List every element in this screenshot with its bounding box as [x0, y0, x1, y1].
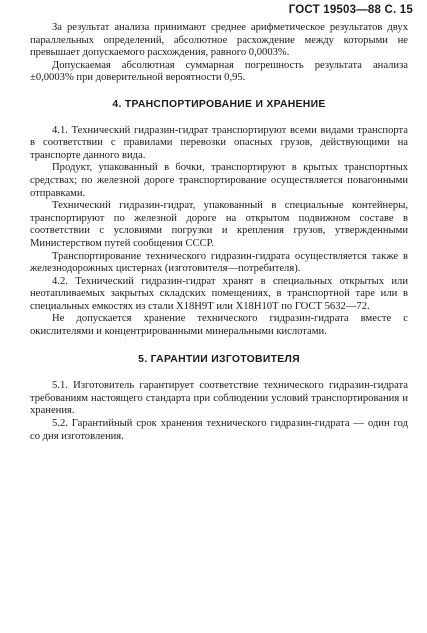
intro-paragraph-2: Допускаемая абсолютная суммарная погрешность результата анализа ±0,0003% при доверительной вероятности 0,95. — [30, 59, 408, 84]
section-4-heading: 4. ТРАНСПОРТИРОВАНИЕ И ХРАНЕНИЕ — [112, 98, 326, 110]
document-body — [30, 22, 408, 443]
running-header: ГОСТ 19503—88 С. 15 — [288, 4, 413, 16]
section-5-heading: 5. ГАРАНТИИ ИЗГОТОВИТЕЛЯ — [138, 353, 300, 365]
section-5-paragraph-2: 5.2. Гарантийный срок хранения технического гидразин-гидрата — один год со дня изготовления. — [30, 418, 408, 442]
section-4-paragraph-3: Технический гидразин-гидрат, упакованный в специальные контейнеры, транспортируют по железной дороге на открытом подвижном составе в соответствии с условиями погрузки и крепления грузов, утвержденными Министерством путей сообщения СССР. — [30, 200, 408, 249]
section-4-paragraph-4: Транспортирование технического гидразин-гидрата осуществляется также в железнодорожных цистернах (изготовителя—потребителя). — [30, 250, 408, 275]
section-4-paragraph-1: 4.1. Технический гидразин-гидрат транспортируют всеми видами транспорта в соответствии с правилами перевозки опасных грузов, действующими на транспорте данного вида. — [30, 124, 408, 161]
intro-paragraph-1: За результат анализа принимают среднее арифметическое результатов двух параллельных определений, абсолютное расхождение между которыми не превышает допускаемого расхождения, равного 0,0003%. — [30, 22, 408, 59]
section-4-paragraph-6: Не допускается хранение технического гидразин-гидрата вместе с окислителями и концентрированными минеральными кислотами. — [30, 313, 408, 338]
section-5-paragraph-1: 5.1. Изготовитель гарантирует соответствие технического гидразин-гидрата требованиям настоящего стандарта при соблюдении условий транспортирования и хранения. — [30, 380, 408, 417]
section-4-paragraph-2: Продукт, упакованный в бочки, транспортируют в крытых транспортных средствах; по железной дороге транспортирование осуществляется повагонными отправками. — [30, 162, 408, 199]
section-4-paragraph-5: 4.2. Технический гидразин-гидрат хранят в специальных открытых или неотапливаемых закрытых складских помещениях, в транспортной таре или в специальных емкостях из стали Х18Н9Т или Х18Н10Т по ГОСТ 5632—72. — [30, 275, 408, 312]
